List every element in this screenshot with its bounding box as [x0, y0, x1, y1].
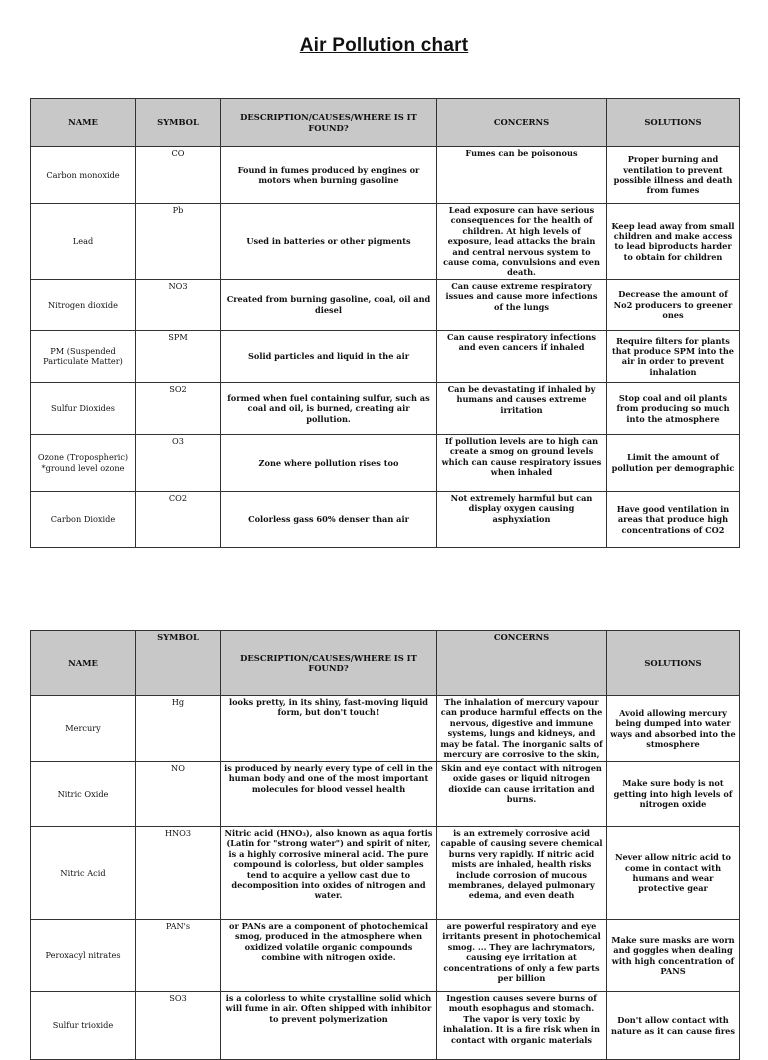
- cell-concerns: Lead exposure can have serious consequences for the health of children. At high levels of exposure, lead attacks the brain and central nervous system to cause coma, convulsions and even death.: [437, 204, 607, 280]
- header-solutions: SOLUTIONS: [607, 631, 740, 696]
- table-row: [31, 491, 740, 547]
- table-row: [31, 696, 740, 762]
- header-solutions: SOLUTIONS: [607, 99, 740, 147]
- table-row: [31, 827, 740, 920]
- cell-name: Sulfur Dioxides: [31, 382, 136, 434]
- cell-solutions: Require filters for plants that produce SPM into the air in order to prevent inhalation: [607, 330, 740, 382]
- cell-symbol: NO3: [136, 279, 221, 330]
- table-row: [31, 992, 740, 1060]
- table-row: [31, 330, 740, 382]
- cell-symbol: HNO3: [136, 827, 221, 920]
- cell-concerns: If pollution levels are to high can create a smog on ground levels which can cause respiratory issues when inhaled: [437, 434, 607, 491]
- cell-solutions: Don't allow contact with nature as it can cause fires: [607, 992, 740, 1060]
- cell-description: or PANs are a component of photochemical smog, produced in the atmosphere when oxidized volatile organic compounds combine with nitrogen oxide.: [221, 920, 437, 992]
- table-row: [31, 204, 740, 280]
- cell-solutions: Make sure masks are worn and goggles when dealing with high concentration of PANS: [607, 920, 740, 992]
- cell-concerns: Fumes can be poisonous: [437, 147, 607, 204]
- table-row: [31, 382, 740, 434]
- table-row: [31, 147, 740, 204]
- header-name: NAME: [31, 631, 136, 696]
- cell-concerns: Ingestion causes severe burns of mouth esophagus and stomach. The vapor is very toxic by inhalation. It is a fire risk when in contact with organic materials: [437, 992, 607, 1060]
- cell-symbol: NO: [136, 762, 221, 827]
- table-row: [31, 434, 740, 491]
- header-row: [31, 99, 740, 147]
- cell-description: Solid particles and liquid in the air: [221, 330, 437, 382]
- cell-concerns: Can cause respiratory infections and even cancers if inhaled: [437, 330, 607, 382]
- cell-symbol: SPM: [136, 330, 221, 382]
- header-symbol: SYMBOL: [136, 631, 221, 696]
- cell-name: Carbon monoxide: [31, 147, 136, 204]
- pollution-table-1: [30, 98, 740, 548]
- cell-symbol: Hg: [136, 696, 221, 762]
- cell-solutions: Have good ventilation in areas that produce high concentrations of CO2: [607, 491, 740, 547]
- cell-name: Carbon Dioxide: [31, 491, 136, 547]
- header-concerns: CONCERNS: [437, 631, 607, 696]
- header-row: [31, 631, 740, 696]
- cell-solutions: Avoid allowing mercury being dumped into water ways and absorbed into the stmosphere: [607, 696, 740, 762]
- cell-symbol: CO: [136, 147, 221, 204]
- cell-concerns: The inhalation of mercury vapour can produce harmful effects on the nervous, digestive and immune systems, lungs and kidneys, and may be fatal. The inorganic salts of mercury are corrosive to the skin,: [437, 696, 607, 762]
- cell-symbol: PAN's: [136, 920, 221, 992]
- cell-solutions: Stop coal and oil plants from producing so much into the atmosphere: [607, 382, 740, 434]
- cell-name: Peroxacyl nitrates: [31, 920, 136, 992]
- cell-name: Nitric Oxide: [31, 762, 136, 827]
- cell-symbol: CO2: [136, 491, 221, 547]
- cell-description: Colorless gass 60% denser than air: [221, 491, 437, 547]
- cell-name: Nitrogen dioxide: [31, 279, 136, 330]
- cell-solutions: Decrease the amount of No2 producers to greener ones: [607, 279, 740, 330]
- cell-solutions: Keep lead away from small children and make access to lead biproducts harder to obtain for children: [607, 204, 740, 280]
- cell-concerns: are powerful respiratory and eye irritants present in photochemical smog. ... They are lachrymators, causing eye irritation at concentrations of only a few parts per billion: [437, 920, 607, 992]
- cell-description: is produced by nearly every type of cell in the human body and one of the most important molecules for blood vessel health: [221, 762, 437, 827]
- cell-description: Nitric acid (HNO₃), also known as aqua fortis (Latin for "strong water") and spirit of niter, is a highly corrosive mineral acid. The pure compound is colorless, but older samples tend to acquire a yellow cast due to decomposition into oxides of nitrogen and water.: [221, 827, 437, 920]
- cell-symbol: SO2: [136, 382, 221, 434]
- cell-concerns: is an extremely corrosive acid capable of causing severe chemical burns very rapidly. If nitric acid mists are inhaled, health risks include corrosion of mucous membranes, delayed pulmonary edema, and even death: [437, 827, 607, 920]
- table-row: [31, 920, 740, 992]
- header-description: DESCRIPTION/CAUSES/WHERE IS IT FOUND?: [221, 631, 437, 696]
- header-description: DESCRIPTION/CAUSES/WHERE IS IT FOUND?: [221, 99, 437, 147]
- cell-name: Sulfur trioxide: [31, 992, 136, 1060]
- cell-description: Used in batteries or other pigments: [221, 204, 437, 280]
- cell-symbol: SO3: [136, 992, 221, 1060]
- cell-description: Created from burning gasoline, coal, oil and diesel: [221, 279, 437, 330]
- cell-description: Zone where pollution rises too: [221, 434, 437, 491]
- header-name: NAME: [31, 99, 136, 147]
- cell-solutions: Proper burning and ventilation to prevent possible illness and death from fumes: [607, 147, 740, 204]
- cell-symbol: Pb: [136, 204, 221, 280]
- cell-name: Mercury: [31, 696, 136, 762]
- cell-solutions: Make sure body is not getting into high levels of nitrogen oxide: [607, 762, 740, 827]
- cell-concerns: Can be devastating if inhaled by humans and causes extreme irritation: [437, 382, 607, 434]
- cell-solutions: Limit the amount of pollution per demographic: [607, 434, 740, 491]
- cell-name: Lead: [31, 204, 136, 280]
- table-row: [31, 762, 740, 827]
- cell-concerns: Not extremely harmful but can display oxygen causing asphyxiation: [437, 491, 607, 547]
- cell-concerns: Can cause extreme respiratory issues and cause more infections of the lungs: [437, 279, 607, 330]
- page-title: Air Pollution chart: [299, 35, 469, 56]
- cell-description: is a colorless to white crystalline solid which will fume in air. Often shipped with inhibitor to prevent polymerization: [221, 992, 437, 1060]
- header-concerns: CONCERNS: [437, 99, 607, 147]
- cell-description: Found in fumes produced by engines or motors when burning gasoline: [221, 147, 437, 204]
- cell-name: PM (Suspended Particulate Matter): [31, 330, 136, 382]
- cell-description: looks pretty, in its shiny, fast-moving liquid form, but don't touch!: [221, 696, 437, 762]
- table-row: [31, 279, 740, 330]
- cell-solutions: Never allow nitric acid to come in contact with humans and wear protective gear: [607, 827, 740, 920]
- cell-symbol: O3: [136, 434, 221, 491]
- header-symbol: SYMBOL: [136, 99, 221, 147]
- cell-name: Ozone (Tropospheric) *ground level ozone: [31, 434, 136, 491]
- cell-description: formed when fuel containing sulfur, such as coal and oil, is burned, creating air pollution.: [221, 382, 437, 434]
- cell-name: Nitric Acid: [31, 827, 136, 920]
- cell-concerns: Skin and eye contact with nitrogen oxide gases or liquid nitrogen dioxide can cause irritation and burns.: [437, 762, 607, 827]
- pollution-table-2: [30, 630, 740, 1060]
